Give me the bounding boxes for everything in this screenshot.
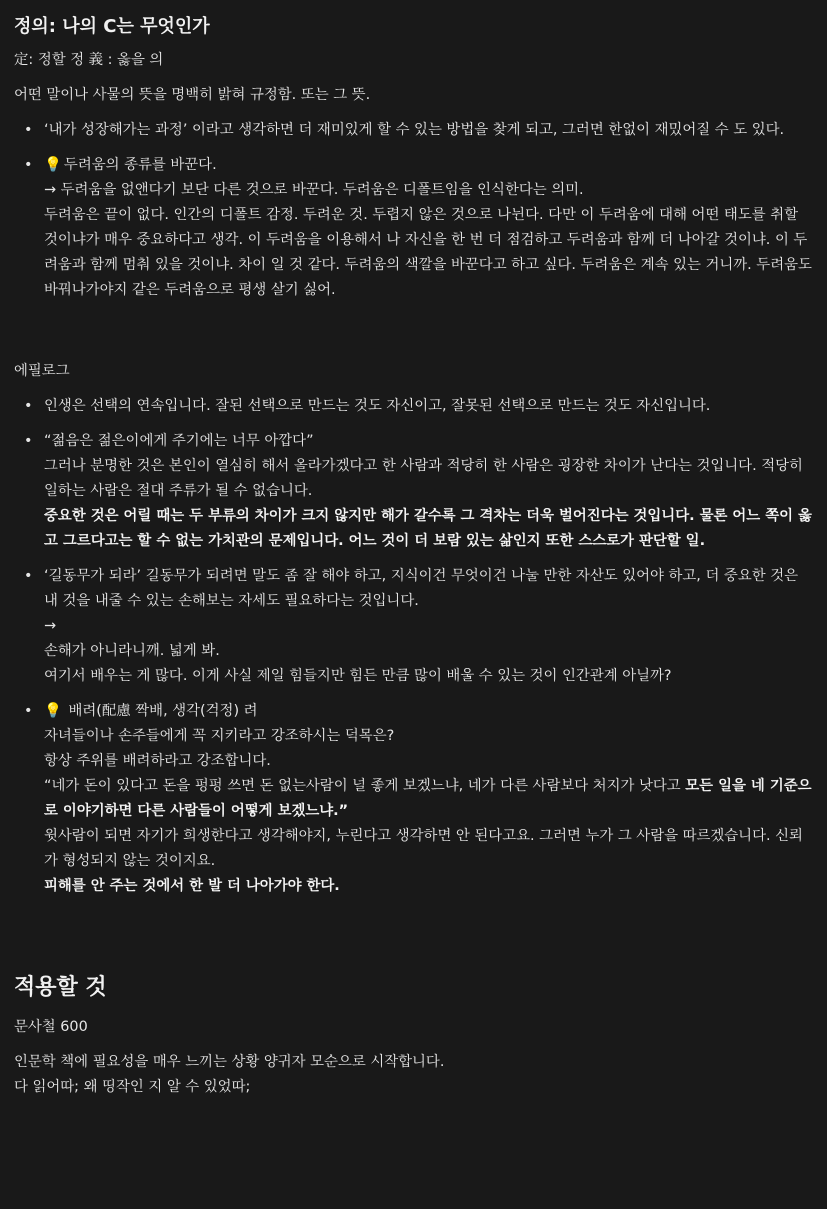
epilogue-label: 에필로그 [14, 363, 70, 379]
arrow-text: → [44, 618, 57, 634]
quote-text: “네가 돈이 있다고 돈을 펑펑 쓰면 돈 없는사람이 널 좋게 보겠느냐, 네가 다른 사람보다 처지가 낫다고 [44, 778, 686, 794]
list-item [14, 429, 814, 554]
apply-line: 인문학 책에 필요성을 매우 느끼는 상황 양귀자 모순으로 시작합니다. [14, 1054, 445, 1070]
list-item [14, 394, 814, 419]
document-page [0, 14, 814, 1100]
apply-heading: 적용할 것 [14, 975, 107, 1000]
bold-text: 피해를 안 주는 것에서 한 발 더 나아가야 한다. [44, 878, 340, 894]
bullet-text: 두려움의 종류를 바꾼다. [63, 157, 217, 173]
lightbulb-icon: 💡 [44, 703, 62, 719]
list-item [14, 564, 814, 689]
bullet-text: 여기서 배우는 게 많다. 이게 사실 제일 힘들지만 힘든 만큼 많이 배울 수 있는 것이 인간관계 아닐까? [44, 668, 672, 684]
quote-text: • “젊음은 젊은이에게 주기에는 너무 아깝다” [44, 433, 314, 449]
list-item [14, 118, 814, 143]
apply-line: 다 읽어따; 왜 띵작인 지 알 수 있었따; [14, 1079, 251, 1095]
apply-subtitle: 문사철 600 [14, 1019, 88, 1035]
bullet-text: 손해가 아니라니깨. 넓게 봐. [44, 643, 220, 659]
bullet-text: 인생은 선택의 연속입니다. 잘된 선택으로 만드는 것도 자신이고, 잘못된 선택으로 만드는 것도 자신입니다. [44, 398, 711, 414]
bold-text: 모든 일을 네 기준으로 이야기하면 다른 사람들이 어떻게 보겠느냐.” [44, 778, 812, 819]
bullet-text: → 두려움을 없앤다기 보단 다른 것으로 바꾼다. 두려움은 디폴트임을 인식한다는 의미. [44, 182, 584, 198]
list-item [14, 699, 814, 899]
bullet-text: 윗사람이 되면 자기가 희생한다고 생각해야지, 누린다고 생각하면 안 된다고요. 그러면 누가 그 사람을 따르겠습니다. 신뢰가 형성되지 않는 것이지요. [44, 828, 803, 869]
definition-list [14, 118, 814, 303]
bullet-text: 항상 주위를 배려하라고 강조합니다. [44, 753, 271, 769]
epilogue-list [14, 394, 814, 899]
lightbulb-icon: 💡 [44, 157, 62, 173]
bullet-text: • ‘길동무가 되라’ 길동무가 되려면 말도 좀 잘 해야 하고, 지식이건 무엇이건 나눌 만한 자산도 있어야 하고, 더 중요한 것은 내 것을 내줄 수 있는 손해보는 자세도 필요하다는 것입니다. [44, 568, 799, 609]
bold-text: 중요한 것은 어릴 때는 두 부류의 차이가 크지 않지만 해가 갈수록 그 격차는 더욱 벌어진다는 것입니다. 물론 어느 쪽이 옳고 그르다고는 할 수 없는 가치관의 문제입니다. 어느 것이 더 보람 있는 삶인지 또한 스스로가 판단할 일. [44, 508, 812, 549]
meaning-line: 어떤 말이나 사물의 뜻을 명백히 밝혀 규정함. 또는 그 뜻. [14, 87, 371, 103]
bullet-text: 두려움은 끝이 없다. 인간의 디폴트 감정. 두려운 것. 두렵지 않은 것으로 나뉜다. 다만 이 두려움에 대해 어떤 태도를 취할 것이냐가 매우 중요하다고 생각. 이 두려움을 이용해서 나 자신을 한 번 더 점검하고 두려움과 함께 더 나아갈 것이냐. 이 두려움과 함께 멈춰 있을 것이냐. 차이 일 것 같다. 두려움의 색깔을 바꾼다고 하고 싶다. 두려움은 계속 있는 거니까. 두려움도 바꿔나가야지 같은 두려움으로 평생 살기 싫어. [44, 207, 812, 298]
definition-heading: 정의: 나의 C는 무엇인가 [14, 16, 210, 37]
bullet-text: 배려(配慮 짝배, 생각(걱정) 려 [68, 703, 258, 719]
bullet-text: 그러나 분명한 것은 본인이 열심히 해서 올라가겠다고 한 사람과 적당히 한 사람은 굉장한 차이가 난다는 것입니다. 적당히 일하는 사람은 절대 주류가 될 수 없습니다. [44, 458, 803, 499]
bullet-text: 자녀들이나 손주들에게 꼭 지키라고 강조하시는 덕목은? [44, 728, 395, 744]
bullet-text: ‘내가 성장해가는 과정’ 이라고 생각하면 더 재미있게 할 수 있는 방법을 찾게 되고, 그러면 한없이 재밌어질 수 도 있다. [44, 122, 785, 138]
hanja-line: 定: 정할 정 義 : 옳을 의 [14, 52, 164, 68]
list-item [14, 153, 814, 303]
